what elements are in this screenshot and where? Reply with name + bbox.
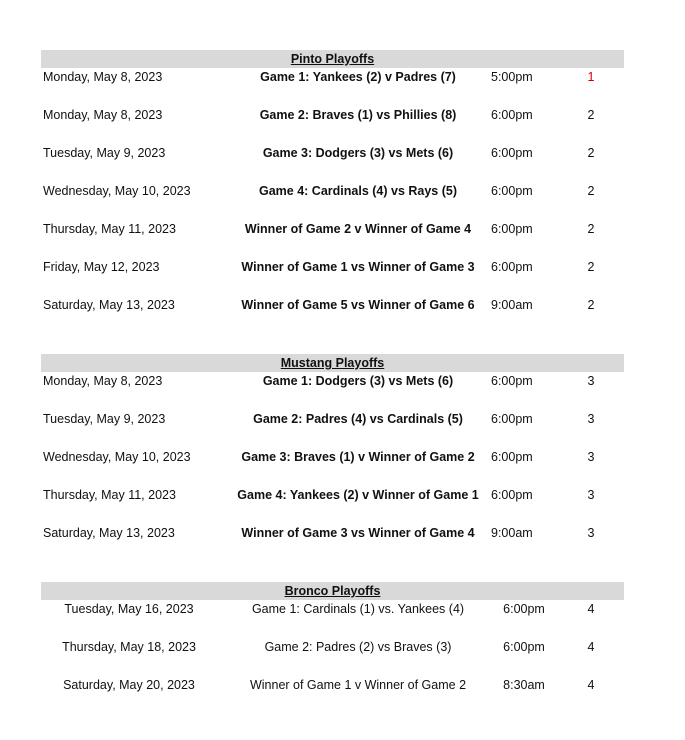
mustang-playoffs-section: [41, 354, 624, 562]
table-row: [41, 372, 624, 410]
game-time: 6:00pm: [491, 146, 533, 160]
table-row: [41, 106, 624, 144]
game-time: 6:00pm: [491, 412, 533, 426]
table-row: [41, 296, 624, 334]
game-time: 6:00pm: [491, 222, 533, 236]
field-number: 4: [587, 602, 595, 616]
table-row: [41, 638, 624, 676]
field-number: 3: [587, 526, 595, 540]
game-matchup: Winner of Game 2 v Winner of Game 4: [244, 222, 472, 236]
game-matchup: Game 3: Braves (1) v Winner of Game 2: [241, 450, 475, 464]
game-date: Thursday, May 18, 2023: [62, 640, 196, 654]
game-date: Saturday, May 13, 2023: [43, 298, 175, 312]
table-row: [41, 144, 624, 182]
bronco-playoffs-section: [41, 582, 624, 714]
game-date: Monday, May 8, 2023: [43, 374, 163, 388]
game-date: Tuesday, May 9, 2023: [43, 146, 166, 160]
pinto-playoffs-section: [41, 50, 624, 334]
game-matchup: Game 1: Cardinals (1) vs. Yankees (4): [251, 602, 465, 616]
section-title: Bronco Playoffs: [41, 582, 624, 600]
game-matchup: Game 2: Braves (1) vs Phillies (8): [259, 108, 457, 122]
table-row: [41, 524, 624, 562]
game-time: 6:00pm: [491, 374, 533, 388]
game-time: 6:00pm: [503, 640, 545, 654]
table-row: [41, 486, 624, 524]
field-number: 2: [587, 146, 595, 160]
field-number: 2: [587, 184, 595, 198]
game-time: 9:00am: [491, 298, 533, 312]
game-time: 8:30am: [503, 678, 545, 692]
field-number: 3: [587, 412, 595, 426]
table-row: [41, 410, 624, 448]
game-date: Saturday, May 13, 2023: [43, 526, 175, 540]
game-date: Tuesday, May 16, 2023: [64, 602, 194, 616]
table-row: [41, 182, 624, 220]
game-date: Wednesday, May 10, 2023: [43, 184, 191, 198]
table-row: [41, 448, 624, 486]
game-time: 6:00pm: [503, 602, 545, 616]
table-row: [41, 600, 624, 638]
game-date: Thursday, May 11, 2023: [43, 222, 176, 236]
field-number: 1: [587, 70, 595, 84]
section-title: Mustang Playoffs: [41, 354, 624, 372]
game-date: Tuesday, May 9, 2023: [43, 412, 166, 426]
field-number: 3: [587, 450, 595, 464]
table-row: [41, 220, 624, 258]
game-date: Thursday, May 11, 2023: [43, 488, 176, 502]
game-matchup: Winner of Game 5 vs Winner of Game 6: [241, 298, 475, 312]
section-title: Pinto Playoffs: [41, 50, 624, 68]
game-time: 6:00pm: [491, 260, 533, 274]
game-matchup: Game 3: Dodgers (3) vs Mets (6): [262, 146, 454, 160]
game-date: Monday, May 8, 2023: [43, 108, 163, 122]
field-number: 3: [587, 374, 595, 388]
field-number: 4: [587, 678, 595, 692]
game-matchup: Game 1: Dodgers (3) vs Mets (6): [262, 374, 454, 388]
game-matchup: Game 1: Yankees (2) v Padres (7): [260, 70, 456, 84]
game-matchup: Game 4: Cardinals (4) vs Rays (5): [259, 184, 457, 198]
game-date: Saturday, May 20, 2023: [63, 678, 195, 692]
table-row: [41, 68, 624, 106]
game-date: Wednesday, May 10, 2023: [43, 450, 191, 464]
game-matchup: Game 4: Yankees (2) v Winner of Game 1: [237, 488, 479, 502]
game-time: 6:00pm: [491, 184, 533, 198]
game-matchup: Winner of Game 1 vs Winner of Game 3: [241, 260, 475, 274]
field-number: 2: [587, 260, 595, 274]
field-number: 2: [587, 108, 595, 122]
table-row: [41, 258, 624, 296]
game-matchup: Game 2: Padres (4) vs Cardinals (5): [253, 412, 463, 426]
game-time: 6:00pm: [491, 108, 533, 122]
game-matchup: Game 2: Padres (2) vs Braves (3): [264, 640, 452, 654]
game-time: 9:00am: [491, 526, 533, 540]
game-time: 6:00pm: [491, 450, 533, 464]
field-number: 3: [587, 488, 595, 502]
game-time: 5:00pm: [491, 70, 533, 84]
game-date: Monday, May 8, 2023: [43, 70, 163, 84]
field-number: 4: [587, 640, 595, 654]
table-row: [41, 676, 624, 714]
field-number: 2: [587, 298, 595, 312]
game-time: 6:00pm: [491, 488, 533, 502]
game-date: Friday, May 12, 2023: [43, 260, 160, 274]
game-matchup: Winner of Game 1 v Winner of Game 2: [249, 678, 467, 692]
field-number: 2: [587, 222, 595, 236]
game-matchup: Winner of Game 3 vs Winner of Game 4: [241, 526, 475, 540]
